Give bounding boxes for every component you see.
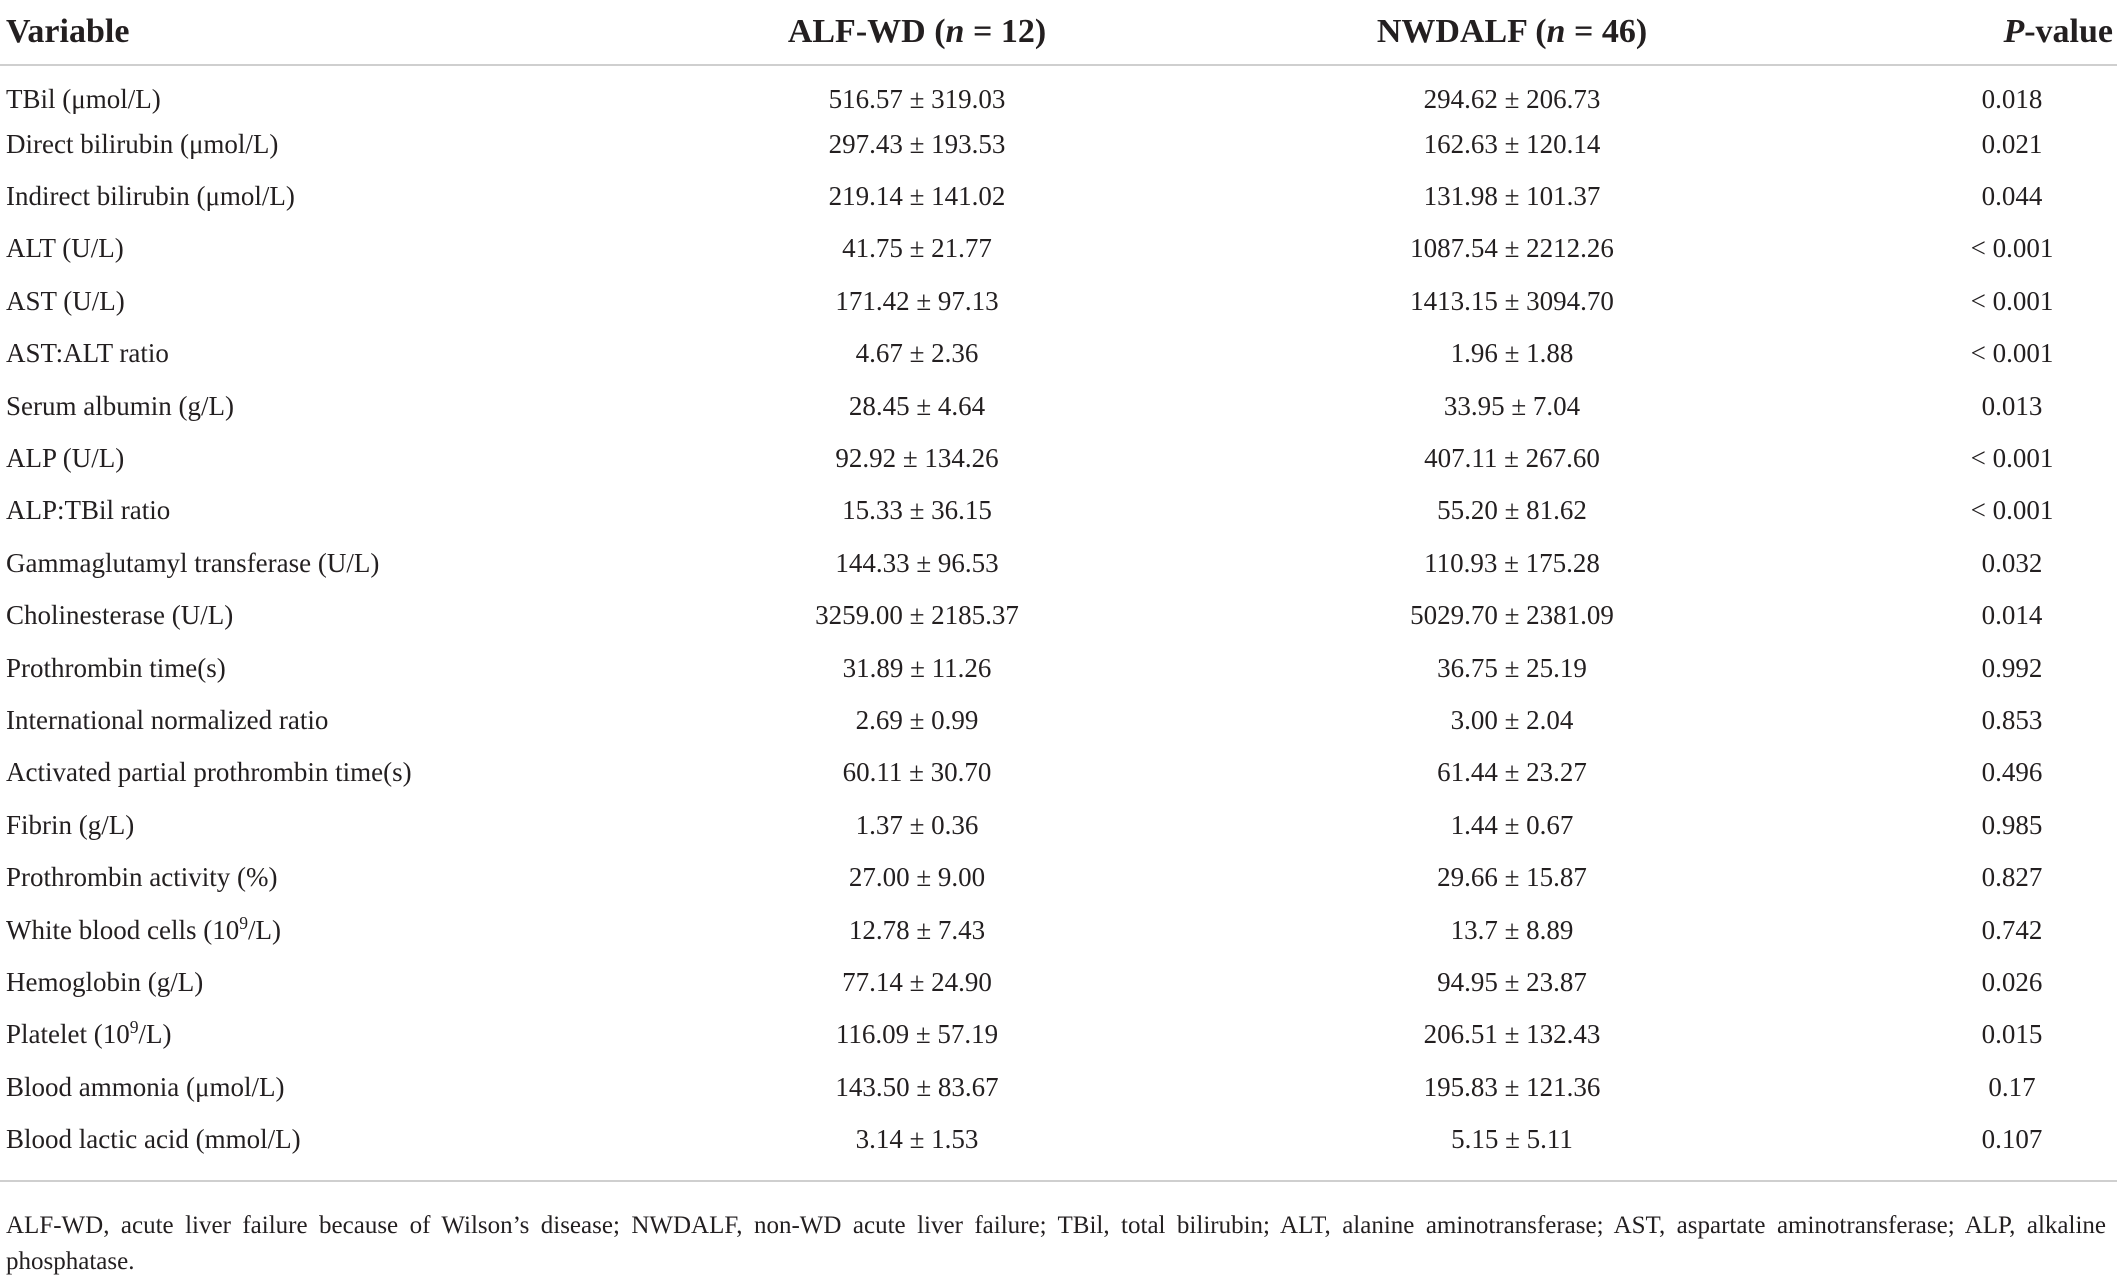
cell-p-value: 0.985 <box>1981 809 2043 840</box>
header-group-a-n-prefix: ( <box>934 13 946 50</box>
cell-p-value: 0.827 <box>1981 862 2043 893</box>
cell-group-a: 219.14 ± 141.02 <box>828 181 1006 212</box>
cell-group-a: 297.43 ± 193.53 <box>828 128 1006 159</box>
cell-variable: AST (U/L) <box>6 285 125 316</box>
cell-group-a: 92.92 ± 134.26 <box>835 443 999 474</box>
cell-variable-post: /L) <box>247 914 281 945</box>
cell-group-a: 116.09 ± 57.19 <box>835 1019 999 1050</box>
table-row <box>0 275 2117 327</box>
cell-group-b: 1413.15 ± 3094.70 <box>1410 285 1614 316</box>
cell-group-b: 294.62 ± 206.73 <box>1423 83 1601 114</box>
cell-group-b: 195.83 ± 121.36 <box>1423 1071 1601 1102</box>
cell-group-b: 162.63 ± 120.14 <box>1423 128 1601 159</box>
cell-variable: Activated partial prothrombin time(s) <box>6 757 412 788</box>
cell-group-a: 1.37 ± 0.36 <box>855 809 979 840</box>
cell-variable-sup: 9 <box>129 1017 139 1038</box>
cell-group-b: 3.00 ± 2.04 <box>1450 704 1574 735</box>
cell-variable: Prothrombin time(s) <box>6 652 226 683</box>
cell-p-value: 0.742 <box>1981 914 2043 945</box>
cell-p-value: 0.853 <box>1981 704 2043 735</box>
header-group-b-name: NWDALF <box>1376 13 1527 50</box>
table-row <box>0 118 2117 170</box>
table-body <box>0 65 2117 1181</box>
table-row <box>0 223 2117 275</box>
table-row <box>0 65 2117 118</box>
cell-p-value: 0.107 <box>1907 1113 2117 1180</box>
header-group-b-n-value: = 46) <box>1565 13 1648 50</box>
cell-p-value: 0.013 <box>1981 390 2043 421</box>
header-group-b-n-var: n <box>1546 13 1566 50</box>
cell-group-a: 144.33 ± 96.53 <box>835 547 999 578</box>
cell-variable: ALP:TBil ratio <box>6 495 171 526</box>
cell-p-value: 0.018 <box>1981 83 2043 114</box>
cell-variable: TBil (μmol/L) <box>6 83 161 114</box>
cell-group-b: 61.44 ± 23.27 <box>1437 757 1587 788</box>
header-p-italic: P <box>2003 13 2025 50</box>
cell-p-value: < 0.001 <box>1970 338 2054 369</box>
header-group-a-n-value: = 12) <box>964 13 1047 50</box>
cell-variable-pre: Platelet (10 <box>6 1019 130 1050</box>
header-group-b <box>1117 0 1907 65</box>
cell-group-a: 4.67 ± 2.36 <box>855 338 979 369</box>
cell-variable: International normalized ratio <box>6 704 329 735</box>
cell-variable: Fibrin (g/L) <box>6 809 135 840</box>
cell-p-value: 0.015 <box>1981 1019 2043 1050</box>
header-group-a-n-var: n <box>945 13 965 50</box>
cell-group-a: 2.69 ± 0.99 <box>855 704 979 735</box>
cell-variable: Blood lactic acid (mmol/L) <box>0 1113 717 1180</box>
cell-group-a: 12.78 ± 7.43 <box>848 914 986 945</box>
cell-p-value: 0.021 <box>1981 128 2043 159</box>
cell-p-value: 0.992 <box>1981 652 2043 683</box>
cell-variable: Indirect bilirubin (μmol/L) <box>6 181 295 212</box>
table-row <box>0 537 2117 589</box>
cell-variable: ALP (U/L) <box>6 443 125 474</box>
cell-p-value: 0.026 <box>1981 966 2043 997</box>
cell-group-b: 29.66 ± 15.87 <box>1437 862 1587 893</box>
table-footnote: ALF-WD, acute liver failure because of Wilson’s disease; NWDALF, non-WD acute liver failure; TBil, total bilirubin; ALT, alanine aminotransferase; AST, aspartate aminotransferase; ALP, alkaline phosphatase. <box>6 1212 2106 1275</box>
cell-variable: Prothrombin activity (%) <box>6 862 278 893</box>
table-row <box>0 328 2117 380</box>
cell-group-b: 36.75 ± 25.19 <box>1437 652 1587 683</box>
cell-group-a: 60.11 ± 30.70 <box>842 757 992 788</box>
table-row <box>0 956 2117 1008</box>
table-row <box>0 590 2117 642</box>
cell-group-a: 27.00 ± 9.00 <box>848 862 986 893</box>
table-row <box>0 485 2117 537</box>
header-group-a-name: ALF-WD <box>787 13 926 50</box>
cell-group-b: 1.44 ± 0.67 <box>1450 809 1574 840</box>
cell-group-a: 77.14 ± 24.90 <box>842 966 992 997</box>
cell-p-value: < 0.001 <box>1970 443 2054 474</box>
cell-p-value: 0.032 <box>1981 547 2043 578</box>
header-variable: Variable <box>0 0 717 65</box>
cell-group-b: 5.15 ± 5.11 <box>1117 1113 1907 1180</box>
cell-group-a: 3.14 ± 1.53 <box>717 1113 1117 1180</box>
cell-p-value: 0.014 <box>1981 600 2043 631</box>
cell-p-value: < 0.001 <box>1970 285 2054 316</box>
cell-group-b: 1.96 ± 1.88 <box>1450 338 1574 369</box>
cell-p-value: 0.044 <box>1981 181 2043 212</box>
cell-variable-sup: 9 <box>239 912 248 933</box>
header-p-value <box>1907 0 2117 65</box>
cell-p-value: 0.496 <box>1981 757 2043 788</box>
cell-variable: Gammaglutamyl transferase (U/L) <box>6 547 380 578</box>
table-row <box>0 799 2117 851</box>
cell-variable: AST:ALT ratio <box>6 338 169 369</box>
cell-variable: Direct bilirubin (μmol/L) <box>6 128 279 159</box>
cell-group-b: 407.11 ± 267.60 <box>1424 443 1600 474</box>
header-group-b-n-prefix: ( <box>1535 13 1547 50</box>
cell-group-a: 28.45 ± 4.64 <box>848 390 986 421</box>
table-row <box>0 170 2117 222</box>
cell-p-value: < 0.001 <box>1970 495 2054 526</box>
table-row <box>0 642 2117 694</box>
header-row <box>0 0 2117 65</box>
cell-group-a: 171.42 ± 97.13 <box>835 285 999 316</box>
cell-group-b: 1087.54 ± 2212.26 <box>1410 233 1614 264</box>
cell-variable: Blood ammonia (μmol/L) <box>6 1071 285 1102</box>
cell-group-a: 143.50 ± 83.67 <box>835 1071 999 1102</box>
cell-group-b: 206.51 ± 132.43 <box>1423 1019 1601 1050</box>
cell-variable-pre: White blood cells (10 <box>6 914 240 945</box>
table-row <box>0 1009 2117 1061</box>
cell-group-a: 15.33 ± 36.15 <box>842 495 992 526</box>
cell-variable: Hemoglobin (g/L) <box>6 966 204 997</box>
cell-group-b: 131.98 ± 101.37 <box>1423 181 1601 212</box>
cell-group-a: 516.57 ± 319.03 <box>828 83 1006 114</box>
cell-group-a: 31.89 ± 11.26 <box>842 652 992 683</box>
table-row <box>0 904 2117 956</box>
table-row <box>0 380 2117 432</box>
table-row <box>0 1061 2117 1113</box>
cell-group-a: 3259.00 ± 2185.37 <box>815 600 1019 631</box>
cell-group-b: 55.20 ± 81.62 <box>1437 495 1587 526</box>
cell-variable <box>0 1009 717 1061</box>
table-row <box>0 694 2117 746</box>
table-row <box>0 747 2117 799</box>
table-row <box>0 1113 2117 1180</box>
cell-group-b: 110.93 ± 175.28 <box>1424 547 1600 578</box>
cell-variable <box>0 904 717 956</box>
cell-group-b: 94.95 ± 23.87 <box>1437 966 1587 997</box>
cell-group-b: 13.7 ± 8.89 <box>1450 914 1574 945</box>
header-group-a <box>717 0 1117 65</box>
table-row <box>0 851 2117 903</box>
cell-group-b: 33.95 ± 7.04 <box>1443 390 1581 421</box>
table-row <box>0 432 2117 484</box>
header-p-rest: -value <box>2024 13 2113 50</box>
cell-p-value: 0.17 <box>1988 1071 2036 1102</box>
cell-variable: Cholinesterase (U/L) <box>6 600 234 631</box>
cell-group-a: 41.75 ± 21.77 <box>842 233 992 264</box>
cell-group-b: 5029.70 ± 2381.09 <box>1410 600 1614 631</box>
cell-variable: Serum albumin (g/L) <box>6 390 234 421</box>
cell-variable: ALT (U/L) <box>6 233 124 264</box>
cell-variable-post: /L) <box>138 1019 172 1050</box>
cell-p-value: < 0.001 <box>1970 233 2054 264</box>
